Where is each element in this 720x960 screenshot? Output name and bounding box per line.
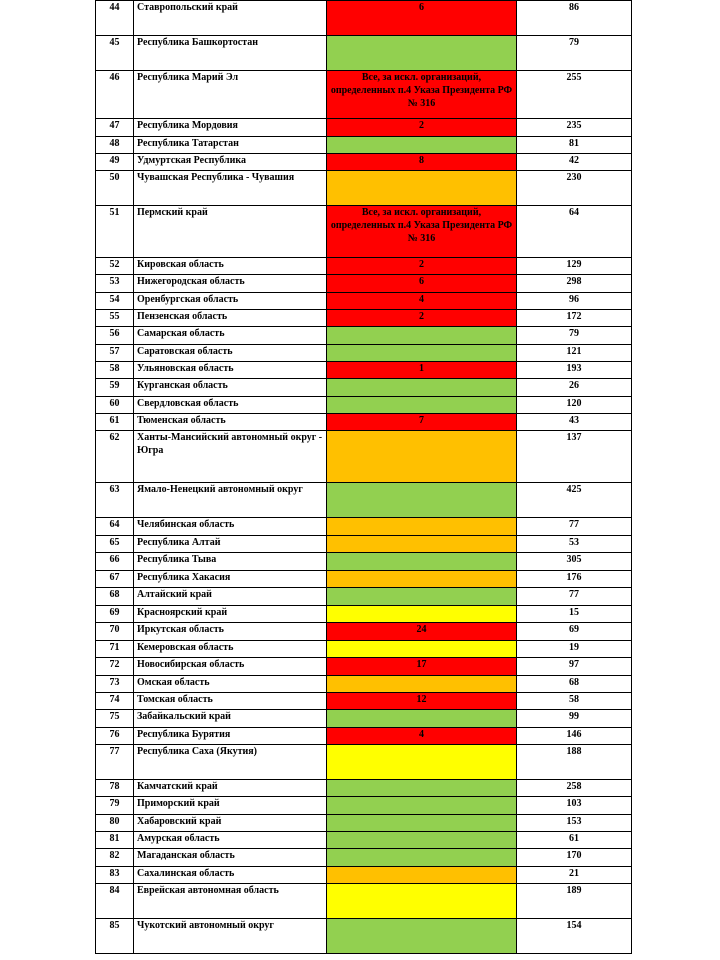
count-value: 15 (517, 606, 632, 623)
row-number: 47 (96, 119, 134, 137)
regions-table (95, 0, 632, 954)
table-row (96, 119, 632, 137)
table-row (96, 518, 632, 536)
status-cell (327, 171, 517, 206)
region-name: Кировская область (134, 258, 327, 275)
status-cell (327, 397, 517, 414)
count-value: 129 (517, 258, 632, 275)
table-row (96, 154, 632, 171)
count-value: 64 (517, 206, 632, 258)
table-row (96, 310, 632, 327)
region-name: Томская область (134, 693, 327, 710)
status-value: 7 (419, 415, 424, 426)
status-value: 2 (419, 120, 424, 131)
count-value: 97 (517, 658, 632, 676)
status-cell (327, 693, 517, 710)
status-value: 4 (419, 294, 424, 305)
table-row (96, 571, 632, 588)
count-value: 230 (517, 171, 632, 206)
count-value: 58 (517, 693, 632, 710)
table-row (96, 745, 632, 780)
row-number: 59 (96, 379, 134, 397)
status-cell (327, 275, 517, 293)
row-number: 50 (96, 171, 134, 206)
region-name: Еврейская автономная область (134, 884, 327, 919)
table-row (96, 919, 632, 954)
table-row (96, 797, 632, 815)
status-value: 24 (416, 624, 427, 635)
region-name: Оренбургская область (134, 293, 327, 310)
region-name: Омская область (134, 676, 327, 693)
status-cell (327, 379, 517, 397)
status-cell (327, 745, 517, 780)
status-cell (327, 345, 517, 362)
count-value: 188 (517, 745, 632, 780)
status-value: 2 (419, 259, 424, 270)
status-cell (327, 518, 517, 536)
table-row (96, 728, 632, 745)
status-cell (327, 797, 517, 815)
status-cell (327, 414, 517, 431)
row-number: 83 (96, 867, 134, 884)
region-name: Чувашская Республика - Чувашия (134, 171, 327, 206)
count-value: 53 (517, 536, 632, 553)
region-name: Республика Татарстан (134, 137, 327, 154)
row-number: 72 (96, 658, 134, 676)
table-row (96, 867, 632, 884)
count-value: 77 (517, 588, 632, 606)
status-cell (327, 588, 517, 606)
status-cell (327, 536, 517, 553)
table-row (96, 815, 632, 832)
table-row (96, 849, 632, 867)
table-row (96, 206, 632, 258)
count-value: 81 (517, 137, 632, 154)
region-name: Саратовская область (134, 345, 327, 362)
table-row (96, 710, 632, 728)
row-number: 71 (96, 641, 134, 658)
count-value: 255 (517, 71, 632, 119)
region-name: Свердловская область (134, 397, 327, 414)
count-value: 77 (517, 518, 632, 536)
status-cell (327, 362, 517, 379)
status-cell (327, 919, 517, 954)
status-value: 8 (419, 155, 424, 166)
row-number: 70 (96, 623, 134, 641)
status-cell (327, 832, 517, 849)
count-value: 189 (517, 884, 632, 919)
count-value: 153 (517, 815, 632, 832)
status-cell (327, 36, 517, 71)
count-value: 19 (517, 641, 632, 658)
status-value: 17 (416, 659, 427, 670)
count-value: 43 (517, 414, 632, 431)
count-value: 61 (517, 832, 632, 849)
row-number: 51 (96, 206, 134, 258)
table-row (96, 275, 632, 293)
table-row (96, 397, 632, 414)
row-number: 82 (96, 849, 134, 867)
region-name: Новосибирская область (134, 658, 327, 676)
status-value: 1 (419, 363, 424, 374)
count-value: 68 (517, 676, 632, 693)
table-row (96, 345, 632, 362)
row-number: 85 (96, 919, 134, 954)
region-name: Магаданская область (134, 849, 327, 867)
count-value: 146 (517, 728, 632, 745)
region-name: Алтайский край (134, 588, 327, 606)
status-cell (327, 431, 517, 483)
table-row (96, 379, 632, 397)
table-row (96, 658, 632, 676)
count-value: 69 (517, 623, 632, 641)
region-name: Забайкальский край (134, 710, 327, 728)
table-row (96, 884, 632, 919)
region-name: Республика Мордовия (134, 119, 327, 137)
row-number: 56 (96, 327, 134, 345)
table-row (96, 1, 632, 36)
row-number: 79 (96, 797, 134, 815)
row-number: 52 (96, 258, 134, 275)
status-cell (327, 119, 517, 137)
count-value: 103 (517, 797, 632, 815)
row-number: 73 (96, 676, 134, 693)
count-value: 120 (517, 397, 632, 414)
table-row (96, 623, 632, 641)
status-cell (327, 553, 517, 571)
region-name: Удмуртская Республика (134, 154, 327, 171)
row-number: 55 (96, 310, 134, 327)
row-number: 75 (96, 710, 134, 728)
status-cell (327, 258, 517, 275)
region-name: Красноярский край (134, 606, 327, 623)
row-number: 44 (96, 1, 134, 36)
region-name: Камчатский край (134, 780, 327, 797)
status-value: 6 (419, 2, 424, 13)
status-cell (327, 815, 517, 832)
region-name: Ханты-Мансийский автономный округ - Югра (134, 431, 327, 483)
table-body (96, 1, 632, 954)
row-number: 78 (96, 780, 134, 797)
table-row (96, 483, 632, 518)
table-row (96, 71, 632, 119)
table-row (96, 362, 632, 379)
status-value: Все, за искл. организаций, определенных п.4 Указа Президента РФ № 316 (330, 72, 513, 109)
status-cell (327, 310, 517, 327)
count-value: 96 (517, 293, 632, 310)
count-value: 42 (517, 154, 632, 171)
row-number: 77 (96, 745, 134, 780)
count-value: 79 (517, 36, 632, 71)
table-row (96, 536, 632, 553)
count-value: 99 (517, 710, 632, 728)
count-value: 137 (517, 431, 632, 483)
count-value: 193 (517, 362, 632, 379)
status-cell (327, 676, 517, 693)
region-name: Республика Бурятия (134, 728, 327, 745)
row-number: 67 (96, 571, 134, 588)
count-value: 176 (517, 571, 632, 588)
status-cell (327, 606, 517, 623)
count-value: 86 (517, 1, 632, 36)
row-number: 45 (96, 36, 134, 71)
table-row (96, 171, 632, 206)
table-row (96, 780, 632, 797)
region-name: Пензенская область (134, 310, 327, 327)
table-row (96, 258, 632, 275)
status-cell (327, 728, 517, 745)
region-name: Ульяновская область (134, 362, 327, 379)
status-cell (327, 327, 517, 345)
status-cell (327, 137, 517, 154)
row-number: 53 (96, 275, 134, 293)
row-number: 58 (96, 362, 134, 379)
status-value: 2 (419, 311, 424, 322)
status-cell (327, 206, 517, 258)
status-cell (327, 710, 517, 728)
table-row (96, 676, 632, 693)
region-name: Курганская область (134, 379, 327, 397)
status-cell (327, 623, 517, 641)
count-value: 170 (517, 849, 632, 867)
status-cell (327, 780, 517, 797)
table-row (96, 137, 632, 154)
count-value: 235 (517, 119, 632, 137)
region-name: Тюменская область (134, 414, 327, 431)
region-name: Республика Алтай (134, 536, 327, 553)
table-row (96, 588, 632, 606)
region-name: Республика Саха (Якутия) (134, 745, 327, 780)
status-cell (327, 483, 517, 518)
status-cell (327, 71, 517, 119)
document-page (95, 0, 625, 954)
row-number: 63 (96, 483, 134, 518)
table-row (96, 641, 632, 658)
count-value: 305 (517, 553, 632, 571)
count-value: 172 (517, 310, 632, 327)
count-value: 26 (517, 379, 632, 397)
status-cell (327, 658, 517, 676)
status-value: 4 (419, 729, 424, 740)
region-name: Приморский край (134, 797, 327, 815)
table-row (96, 431, 632, 483)
row-number: 74 (96, 693, 134, 710)
status-value: 12 (416, 694, 427, 705)
status-cell (327, 867, 517, 884)
row-number: 68 (96, 588, 134, 606)
table-row (96, 832, 632, 849)
status-cell (327, 849, 517, 867)
table-row (96, 327, 632, 345)
count-value: 298 (517, 275, 632, 293)
row-number: 49 (96, 154, 134, 171)
table-row (96, 693, 632, 710)
row-number: 80 (96, 815, 134, 832)
count-value: 425 (517, 483, 632, 518)
region-name: Амурская область (134, 832, 327, 849)
status-value: 6 (419, 276, 424, 287)
region-name: Самарская область (134, 327, 327, 345)
region-name: Хабаровский край (134, 815, 327, 832)
row-number: 65 (96, 536, 134, 553)
region-name: Республика Башкортостан (134, 36, 327, 71)
status-cell (327, 1, 517, 36)
status-cell (327, 154, 517, 171)
row-number: 54 (96, 293, 134, 310)
status-cell (327, 293, 517, 310)
count-value: 79 (517, 327, 632, 345)
row-number: 81 (96, 832, 134, 849)
table-row (96, 293, 632, 310)
count-value: 258 (517, 780, 632, 797)
row-number: 61 (96, 414, 134, 431)
region-name: Челябинская область (134, 518, 327, 536)
row-number: 66 (96, 553, 134, 571)
row-number: 62 (96, 431, 134, 483)
count-value: 21 (517, 867, 632, 884)
region-name: Ставропольский край (134, 1, 327, 36)
table-row (96, 606, 632, 623)
region-name: Республика Марий Эл (134, 71, 327, 119)
row-number: 46 (96, 71, 134, 119)
region-name: Кемеровская область (134, 641, 327, 658)
row-number: 76 (96, 728, 134, 745)
region-name: Ямало-Ненецкий автономный округ (134, 483, 327, 518)
row-number: 60 (96, 397, 134, 414)
row-number: 48 (96, 137, 134, 154)
table-row (96, 414, 632, 431)
row-number: 57 (96, 345, 134, 362)
status-value: Все, за искл. организаций, определенных п.4 Указа Президента РФ № 316 (330, 207, 513, 244)
region-name: Сахалинская область (134, 867, 327, 884)
region-name: Республика Хакасия (134, 571, 327, 588)
row-number: 64 (96, 518, 134, 536)
region-name: Пермский край (134, 206, 327, 258)
region-name: Иркутская область (134, 623, 327, 641)
region-name: Республика Тыва (134, 553, 327, 571)
region-name: Чукотский автономный округ (134, 919, 327, 954)
count-value: 121 (517, 345, 632, 362)
region-name: Нижегородская область (134, 275, 327, 293)
status-cell (327, 884, 517, 919)
table-row (96, 36, 632, 71)
table-row (96, 553, 632, 571)
row-number: 84 (96, 884, 134, 919)
row-number: 69 (96, 606, 134, 623)
status-cell (327, 641, 517, 658)
count-value: 154 (517, 919, 632, 954)
status-cell (327, 571, 517, 588)
